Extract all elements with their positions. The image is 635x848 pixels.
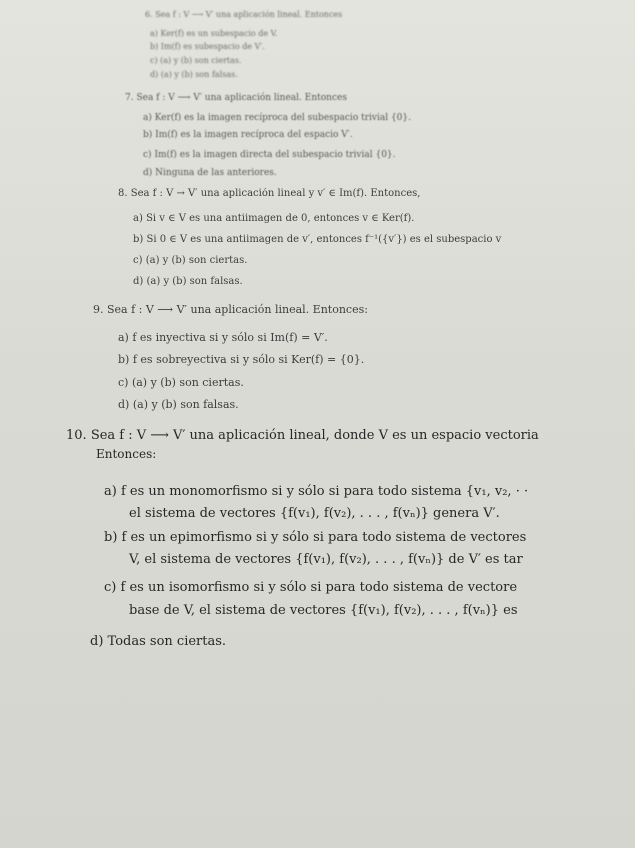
option-7d: d) Ninguna de las anteriores. <box>143 168 277 178</box>
option-6b: b) Im(f) es subespacio de V′. <box>150 42 265 51</box>
question-number: 9. <box>93 303 104 316</box>
question-stem: Sea f : V ⟶ V′ una aplicación lineal. Entonces: <box>107 303 368 316</box>
option-10c-line2: base de V, el sistema de vectores {f(v₁), f(v₂), . . . , f(vₙ)} es <box>129 603 518 618</box>
option-10b-line2: V, el sistema de vectores {f(v₁), f(v₂), . . . , f(vₙ)} de V′ es tar <box>129 552 523 567</box>
option-9c: c) (a) y (b) son ciertas. <box>118 376 244 389</box>
question-number: 7. <box>125 93 134 103</box>
option-8c: c) (a) y (b) son ciertas. <box>133 255 248 266</box>
option-8a: a) Si v ∈ V es una antiimagen de 0, entonces v ∈ Ker(f). <box>133 213 415 224</box>
question-8 <box>118 188 420 199</box>
option-8b: b) Si 0 ∈ V es una antiimagen de v′, entonces f⁻¹({v′}) es el subespacio v <box>133 234 502 245</box>
question-6 <box>145 10 342 19</box>
option-8d: d) (a) y (b) son falsas. <box>133 276 243 287</box>
option-9a: a) f es inyectiva si y sólo si Im(f) = V′. <box>118 331 328 344</box>
option-10a: a) f es un monomorfismo si y sólo si para todo sistema {v₁, v₂, · · <box>104 484 529 499</box>
question-7 <box>125 93 347 103</box>
question-stem: Sea f : V ⟶ V′ una aplicación lineal. Entonces <box>155 10 343 19</box>
question-9 <box>93 303 368 316</box>
option-7c: c) Im(f) es la imagen directa del subespacio trivial {0}. <box>143 150 396 160</box>
option-6d: d) (a) y (b) son falsas. <box>150 70 238 79</box>
option-10c: c) f es un isomorfismo si y sólo si para todo sistema de vectore <box>104 580 518 595</box>
question-number: 10. <box>66 428 87 443</box>
option-7b: b) Im(f) es la imagen recíproca del espacio V′. <box>143 130 353 140</box>
option-10a-line2: el sistema de vectores {f(v₁), f(v₂), . . . , f(vₙ)} genera V′. <box>129 506 500 521</box>
option-9b: b) f es sobreyectiva si y sólo si Ker(f) = {0}. <box>118 353 365 366</box>
option-6c: c) (a) y (b) son ciertas. <box>150 56 242 65</box>
option-10b: b) f es un epimorfismo si y sólo si para todo sistema de vectores <box>104 530 527 545</box>
question-10 <box>66 428 539 443</box>
option-10d: d) Todas son ciertas. <box>90 634 227 649</box>
question-stem: Sea f : V ⟶ V′ una aplicación lineal, donde V es un espacio vectoria <box>90 428 539 443</box>
option-6a: a) Ker(f) es un subespacio de V. <box>150 29 278 38</box>
question-number: 6. <box>145 10 153 19</box>
option-7a: a) Ker(f) es la imagen recíproca del subespacio trivial {0}. <box>143 113 411 123</box>
question-stem: Sea f : V ⟶ V′ una aplicación lineal. Entonces <box>136 93 347 103</box>
question-number: 8. <box>118 188 128 199</box>
question-stem: Sea f : V → V′ una aplicación lineal y v′ ∈ Im(f). Entonces, <box>130 188 421 199</box>
option-9d: d) (a) y (b) son falsas. <box>118 398 239 411</box>
question-10-continuation: Entonces: <box>96 447 157 461</box>
